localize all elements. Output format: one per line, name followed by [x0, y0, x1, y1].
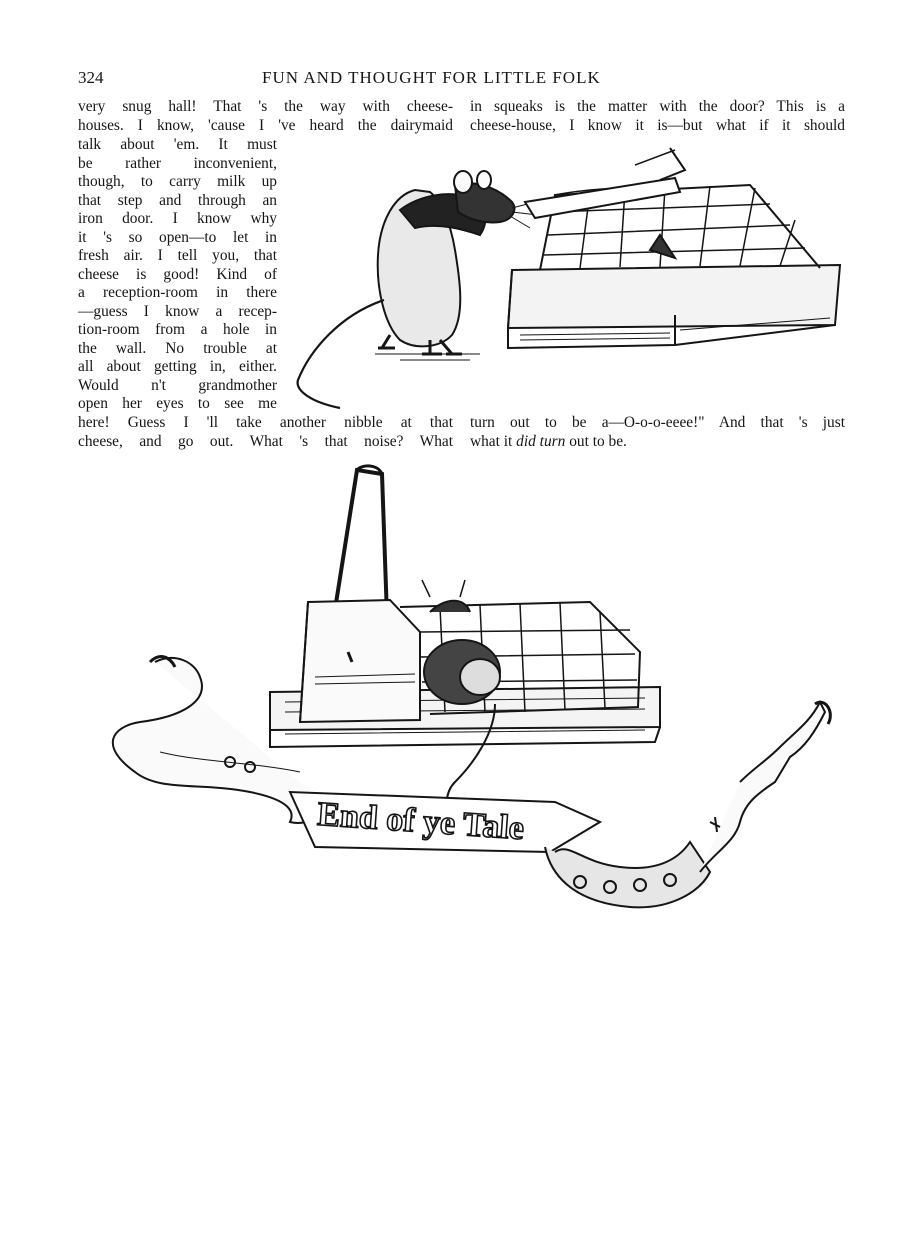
text-line: all about getting in, either. [78, 358, 277, 375]
running-head: FUN AND THOUGHT FOR LITTLE FOLK [262, 68, 601, 87]
italic-emphasis: did turn [516, 433, 566, 450]
text-line-last [470, 433, 627, 451]
banner-text: End of ye Tale [316, 795, 526, 848]
text-line: that step and through an [78, 191, 277, 209]
text-line: iron door. I know why [78, 210, 277, 227]
text-line: Would n't grandmother [78, 376, 277, 394]
page-number: 324 [78, 68, 104, 87]
text-line: tion-room from a hole in [78, 321, 277, 338]
text-line: talk about 'em. It must [78, 136, 277, 153]
mouse-approaching-trap-illustration [280, 140, 850, 420]
text-line: cheese is good! Kind of [78, 265, 277, 283]
text-fragment: out to be. [565, 433, 627, 450]
text-line: fresh air. I tell you, that [78, 247, 277, 264]
text-line: the wall. No trouble at [78, 339, 277, 357]
text-line: very snug hall! That 's the way with cheese- [78, 98, 453, 115]
text-line: turn out to be a—O-o-o-eeee!" And that 's just [470, 414, 845, 431]
text-line: open her eyes to see me [78, 395, 277, 412]
text-line: in squeaks is the matter with the door? This is a [470, 98, 845, 115]
text-fragment: what it [470, 433, 517, 450]
text-line: though, to carry milk up [78, 173, 277, 190]
text-line: —guess I know a recep- [78, 302, 277, 320]
text-line: it 's so open—to let in [78, 228, 277, 246]
text-line: cheese, and go out. What 's that noise? What [78, 433, 453, 450]
text-line: cheese-house, I know it is—but what if it should [470, 117, 845, 134]
text-line: here! Guess I 'll take another nibble at that [78, 414, 453, 431]
text-line: a reception-room in there [78, 284, 277, 301]
text-line: houses. I know, 'cause I 've heard the dairymaid [78, 117, 453, 134]
text-line: be rather inconvenient, [78, 154, 277, 172]
trap-closed-illustration [100, 462, 840, 932]
